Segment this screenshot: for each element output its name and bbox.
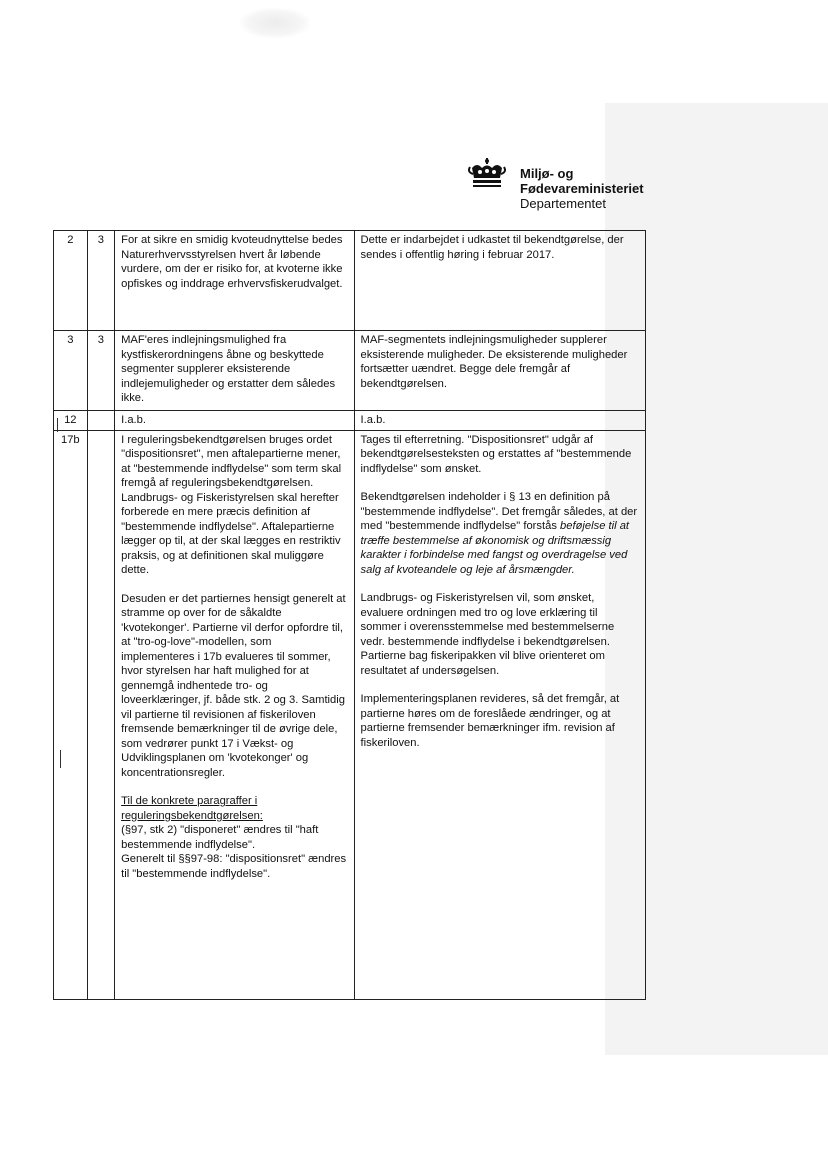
row-number: 3 [54,331,88,411]
margin-mark [57,418,58,432]
table-row [54,331,646,411]
ministry-line1: Miljø- og [520,166,574,181]
comment-paragraph: I reguleringsbekendtgørelsen bruges ordet "dispositionsret", men aftalepartierne mener, at "bestemmende indflydelse" som term skal fremgå af reguleringsbekendtgørelsen. Landbrugs- og Fiskeristyrelsen skal herefter forberede en mere præcis definition af "bestemmende indflydelse". Aftalepartierne lægger op til, at der skal lægges en restriktiv praksis, og at definitionen skal muliggøre dette. [121,433,342,576]
response-cell [354,430,645,999]
row-subnumber [87,411,115,431]
row-subnumber: 3 [87,331,115,411]
response-table [53,230,646,1000]
crown-logo-icon [467,158,513,188]
ministry-line2: Fødevareministeriet [520,181,644,196]
response-cell [354,331,645,411]
row-number: 17b [54,430,88,999]
comment-cell [115,331,354,411]
table-row [54,430,646,999]
table-row [54,231,646,331]
department-name: Departementet [520,196,606,211]
response-text: I.a.b. [360,414,386,426]
definition-paragraph [361,490,639,577]
comment-cell [115,430,354,999]
margin-mark [60,750,61,768]
paragraph-changes [121,794,347,881]
paragraph-change-line: Generelt til §§97-98: "dispositionsret" ændres til "bestemmende indflydelse". [121,853,347,880]
response-paragraph: Landbrugs- og Fiskeristyrelsen vil, som ønsket, evaluere ordningen med tro og love erklæring til sommer i overensstemmelse med bestemmelserne vedr. bestemmende indflydelse i bekendtgørelsen. Partierne bag fiskeripakken vil blive orienteret om resultatet af undersøgelsen. [360,592,615,677]
response-cell [354,411,645,431]
comment-text: I.a.b. [121,414,146,426]
ministry-header [520,166,644,211]
paragraph-change-line: (§97, stk 2) "disponeret" ændres til "haft bestemmende indflydelse". [121,824,319,851]
comment-paragraph: Desuden er det partiernes hensigt generelt at stramme op over for de såkaldte 'kvotekonger'. Partierne vil derfor opfordre til, at "tro-og-love"-modellen, som implementeres i 17b evalueres til sommer, hvor styrelsen har haft mulighed for at gennemgå indhentede tro- og loveerklæringer, jf. både stk. 2 og 3. Samtidig vil partierne til revisionen af fiskeriloven fremsende bemærkninger til de øvrige dele, som vedrører punkt 17 i Vækst- og Udviklingsplanen om 'kvotekonger' og koncentrationsregler. [121,592,346,779]
row-subnumber [87,430,115,999]
comment-cell [115,231,354,331]
comment-text: MAF'eres indlejningsmulighed fra kystfiskerordningens åbne og beskyttede segmenter supplerer eksisterende indlejemuligheder og erstatter dem således ikke. [121,334,336,404]
comment-text: For at sikre en smidig kvoteudnyttelse bedes Naturerhvervsstyrelsen hvert år løbende vurdere, om der er risiko for, at kvoterne ikke opfiskes og inddrage erhvervsfiskerudvalget. [121,234,343,290]
table-row [54,411,646,431]
paragraph-changes-heading: Til de konkrete paragraffer i reguleringsbekendtgørelsen: [121,795,263,822]
response-text: Dette er indarbejdet i udkastet til bekendtgørelse, der sendes i offentlig høring i februar 2017. [360,234,624,261]
definition-intro: Bekendtgørelsen indeholder i § 13 en definition på "bestemmende indflydelse". Det fremgår således, at der med "bestemmende indflydelse" forstås [360,491,638,532]
row-number: 2 [54,231,88,331]
scan-smudge [240,8,310,38]
response-paragraph: Tages til efterretning. "Dispositionsret" udgår af bekendtgørelsesteksten og erstattes af "bestemmende indflydelse" som ønsket. [360,433,632,475]
definition-quote: beføjelse til at træffe bestemmelse af økonomisk og driftsmæssig karakter i forbindelse med fangst og overdragelse ved salg af kvoteandele og leje af årsmængder. [360,520,630,576]
response-cell [354,231,645,331]
response-paragraph: Implementeringsplanen revideres, så det fremgår, at partierne høres om de foreslåede ændringer, og at partierne fremsender bemærkninger ifm. revision af fiskeriloven. [360,693,620,749]
response-text: MAF-segmentets indlejningsmuligheder supplerer eksisterende muligheder. De eksisterende muligheder fortsætter uændret. Begge dele fremgår af bekendtgørelsen. [360,334,628,390]
comment-cell [115,411,354,431]
row-subnumber: 3 [87,231,115,331]
row-number: 12 [54,411,88,431]
